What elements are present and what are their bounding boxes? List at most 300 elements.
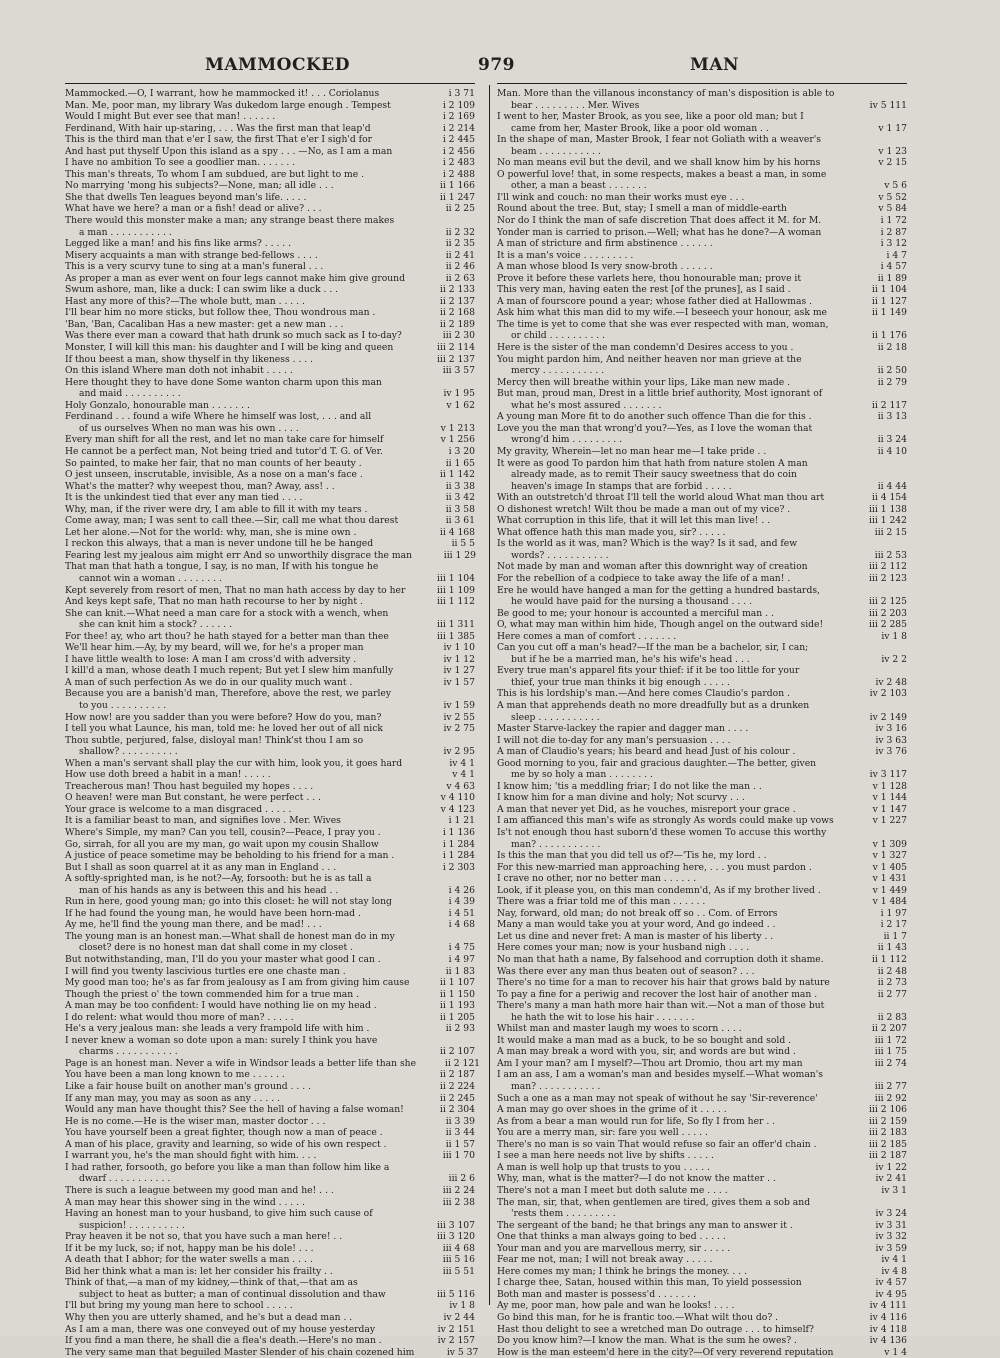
act-scene-line-ref: iv 1 8: [449, 1300, 475, 1312]
quotation-text: Why, man, if the river were dry, I am able to fill it with my tears .: [65, 503, 368, 515]
act-scene-line-ref: [843, 319, 907, 331]
act-scene-line-ref: ii 3 13: [877, 411, 907, 423]
entry-line: [65, 804, 475, 816]
act-scene-line-ref: iii 3 57: [442, 365, 475, 377]
act-scene-line-ref: ii 2 48: [877, 965, 907, 977]
act-scene-line-ref: v 5 52: [878, 191, 907, 203]
entry-line: [497, 1266, 907, 1278]
entry-line: [497, 839, 907, 851]
quotation-text: What have we here? a man or a fish! dead or alive? . . .: [65, 203, 322, 215]
quotation-text: he hath the wit to lose his hair . . . . . . .: [511, 1011, 695, 1023]
act-scene-line-ref: ii 2 133: [439, 284, 475, 296]
entry-line: [65, 885, 475, 897]
quotation-text: A man may hear this shower sing in the wind . . . . .: [65, 1196, 305, 1208]
entry-line: [497, 354, 907, 366]
act-scene-line-ref: i 3 12: [880, 238, 907, 250]
quotation-text: Ask him what this man did to my wife.—I beseech your honour, ask me: [497, 307, 827, 319]
act-scene-line-ref: iii 2 125: [868, 596, 907, 608]
quotation-text: For thee! ay, who art thou? he hath stayed for a better man than thee: [65, 630, 389, 642]
entry-line: [65, 1173, 475, 1185]
entry-line: [65, 273, 475, 285]
act-scene-line-ref: iii 2 6: [448, 1173, 475, 1185]
quotation-text: already made, as to remit Their saucy sweetness that do coin: [511, 469, 797, 481]
entry-line: [65, 792, 475, 804]
quotation-text: Here comes a man of comfort . . . . . . .: [497, 630, 677, 642]
entry-line: [65, 654, 475, 666]
quotation-text: There's no time for a man to recover his hair that grows bald by nature: [497, 977, 830, 989]
quotation-text: Mercy then will breathe within your lips, Like man new made .: [497, 376, 791, 388]
act-scene-line-ref: iv 1 10: [443, 642, 475, 654]
quotation-text: Is this the man that you did tell us of?—'Tis he, my lord . .: [497, 850, 767, 862]
entry-line: [497, 504, 907, 516]
quotation-text: A man of his place, gravity and learning, so wide of his own respect .: [65, 1138, 387, 1150]
quotation-text: I went to her, Master Brook, as you see, like a poor old man; but I: [497, 111, 804, 123]
entry-line: [497, 688, 907, 700]
act-scene-line-ref: i 4 39: [448, 896, 475, 908]
act-scene-line-ref: [843, 134, 907, 146]
quotation-text: How use doth breed a habit in a man! . . . . .: [65, 769, 271, 781]
quotation-text: Round about the tree. But, stay; I smell a man of middle-earth: [497, 203, 787, 215]
entry-line: [65, 134, 475, 146]
act-scene-line-ref: iii 2 187: [868, 1150, 907, 1162]
quotation-text: Thou subtle, perjured, false, disloyal man! Think'st thou I am so: [65, 734, 364, 746]
quotation-text: It were as good To pardon him that hath from nature stolen A man: [497, 457, 808, 469]
quotation-text: Ay me, he'll find the young man there, and be mad! . . .: [65, 919, 322, 931]
quotation-text: cannot win a woman . . . . . . . .: [79, 572, 222, 584]
act-scene-line-ref: i 1 72: [880, 215, 907, 227]
act-scene-line-ref: i 3 71: [448, 88, 475, 99]
quotation-text: Ay me, poor man, how pale and wan he looks! . . . .: [497, 1300, 735, 1312]
entry-line: [65, 942, 475, 954]
entry-line: [65, 1069, 475, 1081]
quotation-text: Why, man, what is the matter?—I do not know the matter . .: [497, 1173, 776, 1185]
entry-line: [65, 88, 475, 100]
act-scene-line-ref: iii 2 106: [868, 1104, 907, 1116]
quotation-text: As proper a man as ever went on four legs cannot make him give ground: [65, 272, 405, 284]
act-scene-line-ref: ii 2 93: [445, 1023, 475, 1035]
quotation-text: This is a very scurvy tune to sing at a man's funeral . . .: [65, 261, 324, 273]
quotation-text: He's a very jealous man: she leads a very frampold life with him .: [65, 1023, 370, 1035]
entry-line: [65, 261, 475, 273]
act-scene-line-ref: iv 3 63: [875, 734, 907, 746]
entry-line: [497, 1173, 907, 1185]
entry-line: [65, 688, 475, 700]
quotation-text: If you find a man there, he shall die a flea's death.—Here's no man .: [65, 1335, 382, 1347]
act-scene-line-ref: ii 2 32: [445, 226, 475, 238]
quotation-text: me by so holy a man . . . . . . . .: [511, 769, 653, 781]
act-scene-line-ref: ii 2 245: [439, 1092, 475, 1104]
act-scene-line-ref: iii 3 107: [436, 1219, 475, 1231]
quotation-text: Come away, man; I was sent to call thee.—Sir, call me what thou darest: [65, 515, 399, 527]
entry-line: [65, 1346, 479, 1358]
quotation-text: There is such a league between my good man and he! . . .: [65, 1184, 334, 1196]
column-divider: [489, 85, 490, 1305]
quotation-text: My gravity, Wherein—let no man hear me—I take pride . .: [497, 445, 767, 457]
quotation-text: Ferdinand, With hair up-staring, . . . Was the first man that leap'd: [65, 122, 371, 134]
header-rule-right: [497, 83, 907, 84]
entry-line: [65, 966, 475, 978]
act-scene-line-ref: iv 2 151: [437, 1323, 475, 1335]
act-scene-line-ref: [411, 1208, 475, 1220]
act-scene-line-ref: iv 3 31: [875, 1219, 907, 1231]
act-scene-line-ref: ii 3 42: [445, 492, 475, 504]
entry-line: [65, 1220, 475, 1232]
quotation-text: other, a man a beast . . . . . . .: [511, 180, 647, 192]
entry-line: [65, 1035, 475, 1047]
quotation-text: sleep . . . . . . . . . . .: [511, 711, 600, 723]
act-scene-line-ref: ii 2 18: [877, 342, 907, 354]
quotation-text: I am affianced this man's wife as strongly As words could make up vows: [497, 815, 834, 827]
entry-line: [65, 1023, 475, 1035]
entry-line: [497, 631, 907, 643]
entry-line: [65, 377, 475, 389]
entry-line: [65, 400, 475, 412]
entry-line: [65, 515, 475, 527]
quotation-text: Hast any more of this?—The whole butt, man . . . . .: [65, 295, 305, 307]
entry-line: [497, 1324, 907, 1336]
entry-line: [497, 1347, 907, 1358]
entry-line: [497, 746, 907, 758]
entry-line: [65, 1139, 475, 1151]
entry-line: [65, 250, 475, 262]
quotation-text: The man, sir, that, when gentlemen are tired, gives them a sob and: [497, 1196, 811, 1208]
entry-line: [65, 977, 475, 989]
quotation-text: A softly-sprighted man, is he not?—Ay, forsooth: but he is as tall a: [65, 873, 372, 885]
act-scene-line-ref: [411, 873, 475, 885]
entry-line: [65, 354, 475, 366]
act-scene-line-ref: iii 2 183: [868, 1127, 907, 1139]
quotation-text: For the rebellion of a codpiece to take away the life of a man! .: [497, 572, 791, 584]
entry-line: [497, 377, 907, 389]
entry-line: [65, 342, 475, 354]
quotation-text: A man may be too confident: I would have nothing lie on my head .: [65, 1000, 377, 1012]
entry-line: [65, 1081, 475, 1093]
act-scene-line-ref: iii 2 15: [874, 526, 907, 538]
quotation-text: The young man is an honest man.—What shall de honest man do in my: [65, 930, 395, 942]
quotation-text: But man, proud man, Drest in a little brief authority, Most ignorant of: [497, 388, 823, 400]
quotation-text: Here comes your man; now is your husband nigh . . . .: [497, 942, 750, 954]
entry-line: [497, 111, 907, 123]
entry-line: [497, 677, 907, 689]
quotation-text: I'll wink and couch: no man their works must eye . . .: [497, 191, 745, 203]
quotation-text: Page is an honest man. Never a wife in Windsor leads a better life than she: [65, 1057, 417, 1069]
entry-line: [497, 1104, 907, 1116]
entry-line: [497, 411, 907, 423]
entry-line: [65, 469, 475, 481]
act-scene-line-ref: iii 2 24: [442, 1184, 475, 1196]
act-scene-line-ref: [843, 665, 907, 677]
act-scene-line-ref: i 4 7: [886, 249, 907, 261]
entry-line: [65, 192, 475, 204]
header-rule-left: [65, 83, 475, 84]
quotation-text: came from her, Master Brook, like a poor old woman . .: [511, 122, 769, 134]
act-scene-line-ref: i 1 284: [442, 838, 475, 850]
entry-line: [65, 781, 475, 793]
act-scene-line-ref: [411, 1162, 475, 1174]
running-head-right: MAN: [690, 55, 740, 75]
entry-line: [65, 815, 475, 827]
entry-line: [497, 88, 907, 100]
quotation-text: Legged like a man! and his fins like arms? . . . . .: [65, 238, 292, 250]
quotation-text: He is no come.—He is the wiser man, master doctor . . .: [65, 1115, 326, 1127]
entry-line: [497, 931, 907, 943]
act-scene-line-ref: ii 2 41: [445, 249, 475, 261]
act-scene-line-ref: iii 2 30: [442, 330, 475, 342]
act-scene-line-ref: iii 1 385: [436, 630, 475, 642]
quotation-text: Was there ever any man thus beaten out of season? . . .: [497, 965, 755, 977]
entry-line: [497, 977, 907, 989]
quotation-text: Think of that,—a man of my kidney,—think of that,—that am as: [65, 1277, 358, 1289]
act-scene-line-ref: ii 2 46: [445, 261, 475, 273]
entry-line: [65, 146, 475, 158]
act-scene-line-ref: i 2 445: [442, 134, 475, 146]
entry-line: [497, 1116, 907, 1128]
quotation-text: Is the world as it was, man? Which is the way? Is it sad, and few: [497, 538, 798, 550]
entry-line: [65, 735, 475, 747]
entry-line: [65, 1243, 475, 1255]
act-scene-line-ref: iii 2 53: [874, 549, 907, 561]
act-scene-line-ref: ii 3 39: [445, 1115, 475, 1127]
act-scene-line-ref: i 4 97: [448, 954, 475, 966]
entry-line: [497, 585, 907, 597]
act-scene-line-ref: iv 2 2: [881, 653, 907, 665]
quotation-text: A man may break a word with you, sir, and words are but wind .: [497, 1046, 796, 1058]
quotation-text: Would I might But ever see that man! . . . . . .: [65, 111, 276, 123]
act-scene-line-ref: ii 2 35: [445, 238, 475, 250]
act-scene-line-ref: iv 1 57: [443, 676, 475, 688]
act-scene-line-ref: iii 2 285: [868, 619, 907, 631]
entry-line: [497, 342, 907, 354]
entry-line: [497, 561, 907, 573]
act-scene-line-ref: i 2 109: [442, 99, 475, 111]
act-scene-line-ref: v 1 147: [872, 803, 907, 815]
quotation-text: No man means evil but the devil, and we shall know him by his horns: [497, 157, 821, 169]
act-scene-line-ref: [843, 1000, 907, 1012]
quotation-text: I am an ass, I am a woman's man and besides myself.—What woman's: [497, 1069, 823, 1081]
entry-line: [65, 839, 475, 851]
entry-line: [497, 815, 907, 827]
page-number: 979: [478, 55, 515, 75]
act-scene-line-ref: v 1 62: [446, 399, 475, 411]
quotation-text: I have little wealth to lose: A man I am cross'd with adversity .: [65, 653, 357, 665]
quotation-text: I tell you what Launce, his man, told me: he loved her out of all nick: [65, 723, 383, 735]
act-scene-line-ref: [411, 931, 475, 943]
quotation-text: Your grace is welcome to a man disgraced . . . . .: [65, 803, 292, 815]
quotation-text: Nay, forward, old man; do not break off so . . Com. of Errors: [497, 907, 778, 919]
quotation-text: Having an honest man to your husband, to give him such cause of: [65, 1208, 373, 1220]
quotation-text: man of his hands as any is between this and his head . .: [79, 884, 339, 896]
act-scene-line-ref: v 1 227: [872, 815, 907, 827]
entry-line: [65, 989, 475, 1001]
act-scene-line-ref: i 4 75: [448, 942, 475, 954]
quotation-text: Master Starve-lackey the rapier and dagger man . . . .: [497, 723, 749, 735]
entry-line: [65, 169, 475, 181]
act-scene-line-ref: iii 1 29: [443, 549, 476, 561]
quotation-text: Bid her think what a man is: let her consider his frailty . .: [65, 1265, 333, 1277]
quotation-text: Look, if it please you, on this man condemn'd, As if my brother lived .: [497, 884, 821, 896]
quotation-text: I know him; 'tis a meddling friar; I do not like the man . .: [497, 780, 762, 792]
entry-line: [497, 989, 907, 1001]
act-scene-line-ref: ii 1 247: [439, 191, 475, 203]
act-scene-line-ref: iii 5 116: [436, 1288, 475, 1300]
quotation-text: A man whose blood Is very snow-broth . . . . . .: [497, 261, 713, 273]
act-scene-line-ref: iii 4 68: [442, 1242, 475, 1254]
act-scene-line-ref: iii 1 104: [436, 572, 475, 584]
entry-line: [497, 1289, 907, 1301]
entry-line: [65, 330, 475, 342]
act-scene-line-ref: iii 3 120: [436, 1231, 475, 1243]
act-scene-line-ref: iv 4 8: [881, 1265, 907, 1277]
quotation-text: There's not a man I meet but doth salute me . . . .: [497, 1184, 728, 1196]
entry-line: [497, 388, 907, 400]
act-scene-line-ref: iii 2 92: [874, 1092, 907, 1104]
entry-line: [497, 123, 907, 135]
entry-line: [65, 596, 475, 608]
quotation-text: Swum ashore, man, like a duck: I can swim like a duck . . .: [65, 284, 339, 296]
quotation-text: A man that apprehends death no more dreadfully but as a drunken: [497, 699, 810, 711]
entry-line: [65, 1335, 475, 1347]
quotation-text: Was there ever man a coward that hath drunk so much sack as I to-day?: [65, 330, 402, 342]
quotation-text: That man that hath a tongue, I say, is no man, If with his tongue he: [65, 561, 379, 573]
act-scene-line-ref: i 1 136: [442, 827, 475, 838]
act-scene-line-ref: ii 2 224: [439, 1081, 475, 1093]
entry-line: [497, 203, 907, 215]
quotation-text: A justice of peace sometime may be beholding to his friend for a man .: [65, 850, 395, 862]
entry-line: [497, 1139, 907, 1151]
act-scene-line-ref: ii 1 166: [439, 180, 475, 192]
entry-line: [497, 862, 907, 874]
quotation-text: O jest unseen, inscrutable, invisible, As a nose on a man's face .: [65, 469, 363, 481]
quotation-text: A man is well holp up that trusts to you . . . . .: [497, 1161, 710, 1173]
entry-line: [65, 319, 475, 331]
entry-line: [65, 1324, 475, 1336]
quotation-text: Run in here, good young man; go into this closet: he will not stay long: [65, 896, 392, 908]
entry-line: [65, 1197, 475, 1209]
quotation-text: O, what may man within him hide, Though angel on the outward side!: [497, 619, 824, 631]
entry-line: [497, 1220, 907, 1232]
act-scene-line-ref: i 4 68: [448, 919, 475, 931]
quotation-text: I do relent: what would thou more of man? . . . . .: [65, 1011, 294, 1023]
entry-line: [65, 608, 475, 620]
entry-line: [65, 365, 475, 377]
act-scene-line-ref: [843, 111, 907, 123]
entry-line: [497, 481, 907, 493]
entry-line: [497, 573, 907, 585]
entry-line: [497, 1023, 907, 1035]
quotation-text: Good morning to you, fair and gracious daughter.—The better, given: [497, 757, 817, 769]
quotation-text: suspicion! . . . . . . . . . .: [79, 1219, 185, 1231]
entry-line: [497, 492, 907, 504]
quotation-text: For this new-married man approaching here, . . . you must pardon .: [497, 861, 812, 873]
quotation-text: This is his lordship's man.—And here comes Claudio's pardon .: [497, 688, 790, 700]
entry-line: [497, 250, 907, 262]
entry-line: [65, 1289, 475, 1301]
entry-line: [65, 1312, 475, 1324]
entry-line: [497, 515, 907, 527]
act-scene-line-ref: ii 2 121: [444, 1057, 481, 1069]
act-scene-line-ref: [411, 1035, 475, 1047]
quotation-text: Holy Gonzalo, honourable man . . . . . . .: [65, 399, 250, 411]
entry-line: [65, 157, 475, 169]
entry-line: [497, 608, 907, 620]
act-scene-line-ref: ii 3 58: [445, 503, 475, 515]
entry-line: [497, 400, 907, 412]
act-scene-line-ref: iv 1 12: [443, 653, 475, 665]
act-scene-line-ref: i 2 488: [442, 168, 475, 180]
entry-line: [497, 908, 907, 920]
act-scene-line-ref: v 1 431: [872, 873, 907, 885]
quotation-text: She that dwells Ten leagues beyond man's life. . . . .: [65, 191, 307, 203]
entry-line: [65, 492, 475, 504]
act-scene-line-ref: v 5 6: [884, 180, 907, 192]
act-scene-line-ref: ii 2 83: [877, 1011, 907, 1023]
quotation-text: And hast put thyself Upon this island as a spy . . . —No, as I am a man: [65, 145, 393, 157]
entry-line: [497, 134, 907, 146]
act-scene-line-ref: [843, 827, 907, 839]
act-scene-line-ref: v 1 23: [878, 145, 907, 157]
quotation-text: Go bind this man, for he is frantic too.—What wilt thou do? .: [497, 1311, 779, 1323]
quotation-text: wrong'd him . . . . . . . . .: [511, 434, 623, 446]
quotation-text: I know him for a man divine and holy; Not scurvy . . .: [497, 792, 745, 804]
entry-line: [497, 804, 907, 816]
entry-line: [497, 665, 907, 677]
entry-line: [65, 1231, 475, 1243]
entry-line: [65, 1093, 475, 1105]
quotation-text: Ferdinand . . . found a wife Where he himself was lost, . . . and all: [65, 411, 372, 423]
act-scene-line-ref: iii 2 77: [874, 1081, 907, 1093]
quotation-text: of us ourselves When no man was his own . . . .: [79, 422, 299, 434]
quotation-text: Pray heaven it be not so, that you have such a man here! . .: [65, 1231, 343, 1243]
quotation-text: I reckon this always, that a man is never undone till he be hanged: [65, 538, 374, 550]
entry-line: [497, 423, 907, 435]
act-scene-line-ref: v 1 128: [872, 780, 907, 792]
entry-line: [497, 284, 907, 296]
act-scene-line-ref: ii 2 168: [439, 307, 475, 319]
quotation-text: I'll but bring my young man here to school . . . . .: [65, 1300, 293, 1312]
act-scene-line-ref: iii 1 311: [436, 619, 475, 631]
act-scene-line-ref: [411, 688, 475, 700]
quotation-text: I'll bear him no more sticks, but follow thee, Thou wondrous man .: [65, 307, 376, 319]
entry-line: [65, 203, 475, 215]
entry-line: [497, 227, 907, 239]
act-scene-line-ref: v 1 449: [872, 884, 907, 896]
entry-line: [497, 1081, 907, 1093]
act-scene-line-ref: v 1 4: [884, 1346, 907, 1358]
act-scene-line-ref: ii 2 63: [445, 272, 475, 284]
act-scene-line-ref: ii 3 38: [445, 480, 475, 492]
quotation-text: what he's most assured . . . . . . .: [511, 399, 662, 411]
entry-line: [65, 723, 475, 735]
entry-line: [65, 619, 475, 631]
act-scene-line-ref: iv 4 116: [869, 1311, 907, 1323]
quotation-text: No man that hath a name, By falsehood and corruption doth it shame.: [497, 954, 824, 966]
entry-line: [65, 434, 475, 446]
entry-line: [65, 388, 475, 400]
entry-line: [65, 1300, 475, 1312]
act-scene-line-ref: iv 2 55: [443, 711, 475, 723]
quotation-text: As I am a man, there was one conveyed out of my house yesterday: [65, 1323, 376, 1335]
quotation-text: I will not die to-day for any man's persuasion . . . .: [497, 734, 731, 746]
act-scene-line-ref: iv 1 27: [443, 665, 475, 677]
act-scene-line-ref: i 2 87: [880, 226, 907, 238]
quotation-text: Here thought they to have done Some wanton charm upon this man: [65, 376, 382, 388]
act-scene-line-ref: iv 2 157: [437, 1335, 475, 1347]
entry-line: [65, 180, 475, 192]
act-scene-line-ref: i 1 97: [880, 907, 907, 919]
quotation-text: A man of stricture and firm abstinence . . . . . .: [497, 238, 713, 250]
entry-line: [497, 446, 907, 458]
quotation-text: but if he be a married man, he's his wife's head . . .: [511, 653, 750, 665]
